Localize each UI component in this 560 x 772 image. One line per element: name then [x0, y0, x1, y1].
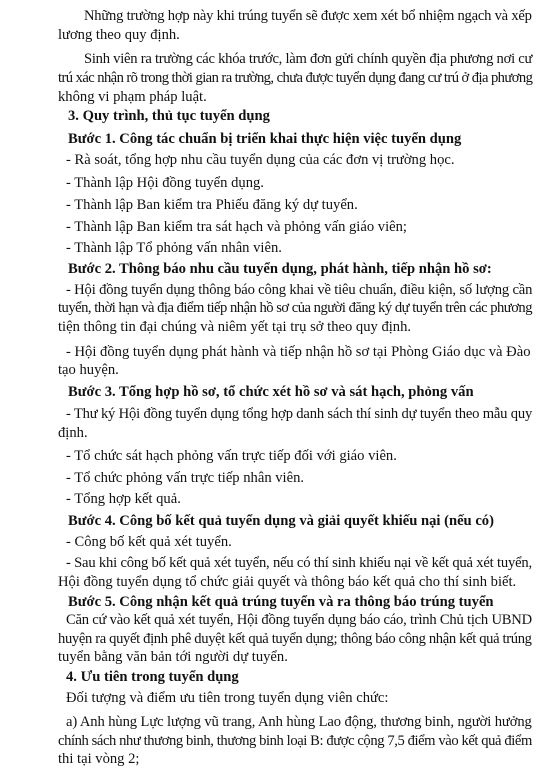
paragraph-line: Hội đồng tuyển dụng tổ chức giải quyết và thông báo kết quả cho thí sinh biết.	[58, 573, 517, 590]
list-item: a) Anh hùng Lực lượng vũ trang, Anh hùng Lao động, thương binh, người hưởng	[66, 714, 532, 731]
list-item: - Thành lập Ban kiểm tra sát hạch và phỏng vấn giáo viên;	[66, 218, 407, 235]
paragraph-line: Sinh viên ra trường các khóa trước, làm đơn gửi chính quyền địa phương nơi cư	[84, 51, 533, 68]
paragraph-line: không vi phạm pháp luật.	[58, 88, 207, 105]
list-item: - Rà soát, tổng hợp nhu cầu tuyển dụng của các đơn vị trường học.	[66, 152, 455, 169]
list-item: - Thành lập Tổ phỏng vấn nhân viên.	[66, 239, 282, 256]
paragraph-line: thi tại vòng 2;	[58, 751, 140, 767]
paragraph-line: Căn cứ vào kết quả xét tuyển, Hội đồng tuyển dụng báo cáo, trình Chủ tịch UBND	[66, 612, 532, 629]
list-item: - Tổng hợp kết quả.	[66, 490, 181, 507]
paragraph-line: tiện thông tin đại chúng và niêm yết tại trụ sở theo quy định.	[58, 318, 412, 335]
list-item: - Thành lập Ban kiểm tra Phiếu đăng ký dự tuyển.	[66, 197, 358, 214]
paragraph-line: tuyển bằng văn bản tới người dự tuyển.	[58, 648, 288, 665]
list-item: - Hội đồng tuyển dụng thông báo công khai về tiêu chuẩn, điều kiện, số lượng cần	[66, 282, 533, 298]
list-item: - Hội đồng tuyển dụng phát hành và tiếp nhận hồ sơ tại Phòng Giáo dục và Đào	[66, 343, 531, 360]
paragraph-line: định.	[58, 424, 88, 441]
list-item: - Thư ký Hội đồng tuyển dụng tổng hợp danh sách thí sinh dự tuyển theo mẫu quy	[66, 406, 533, 423]
step-heading: Bước 4. Công bố kết quả tuyển dụng và giải quyết khiếu nại (nếu có)	[68, 512, 494, 529]
paragraph-line: lương theo quy định.	[58, 27, 180, 44]
step-heading: Bước 3. Tổng hợp hồ sơ, tổ chức xét hồ sơ và sát hạch, phỏng vấn	[68, 384, 474, 401]
paragraph-line: Đối tượng và điểm ưu tiên trong tuyển dụng viên chức:	[66, 690, 389, 707]
paragraph-line: tuyển, thời hạn và địa điểm tiếp nhận hồ sơ của người đăng ký dự tuyển trên các phương	[58, 300, 533, 317]
paragraph-line: Những trường hợp này khi trúng tuyển sẽ được xem xét bổ nhiệm ngạch và xếp	[84, 8, 532, 24]
paragraph-line: huyện ra quyết định phê duyệt kết quả tuyển dụng; thông báo công nhận kết quả trúng	[58, 630, 532, 647]
step-heading: Bước 2. Thông báo nhu cầu tuyển dụng, phát hành, tiếp nhận hồ sơ:	[68, 260, 492, 277]
paragraph-line: trú xác nhận rõ trong thời gian ra trường, chưa được tuyển dụng đang cư trú ở địa phương	[58, 69, 533, 86]
list-item: - Công bố kết quả xét tuyển.	[66, 534, 232, 550]
list-item: - Tổ chức sát hạch phỏng vấn trực tiếp đối với giáo viên.	[66, 447, 397, 464]
paragraph-line: chính sách như thương binh, thương binh loại B: được cộng 7,5 điểm vào kết quả điểm	[58, 732, 532, 749]
section-heading: 3. Quy trình, thủ tục tuyển dụng	[68, 108, 270, 125]
list-item: - Thành lập Hội đồng tuyển dụng.	[66, 175, 264, 192]
list-item: - Tổ chức phỏng vấn trực tiếp nhân viên.	[66, 469, 305, 486]
step-heading: Bước 5. Công nhận kết quả trúng tuyển và ra thông báo trúng tuyển	[68, 593, 494, 610]
step-heading: Bước 1. Công tác chuẩn bị triển khai thực hiện việc tuyển dụng	[68, 131, 462, 148]
list-item: - Sau khi công bố kết quả xét tuyển, nếu có thí sinh khiếu nại về kết quả xét tuyển,	[66, 555, 532, 572]
section-heading: 4. Ưu tiên trong tuyển dụng	[66, 669, 239, 686]
paragraph-line: tạo huyện.	[58, 362, 119, 378]
